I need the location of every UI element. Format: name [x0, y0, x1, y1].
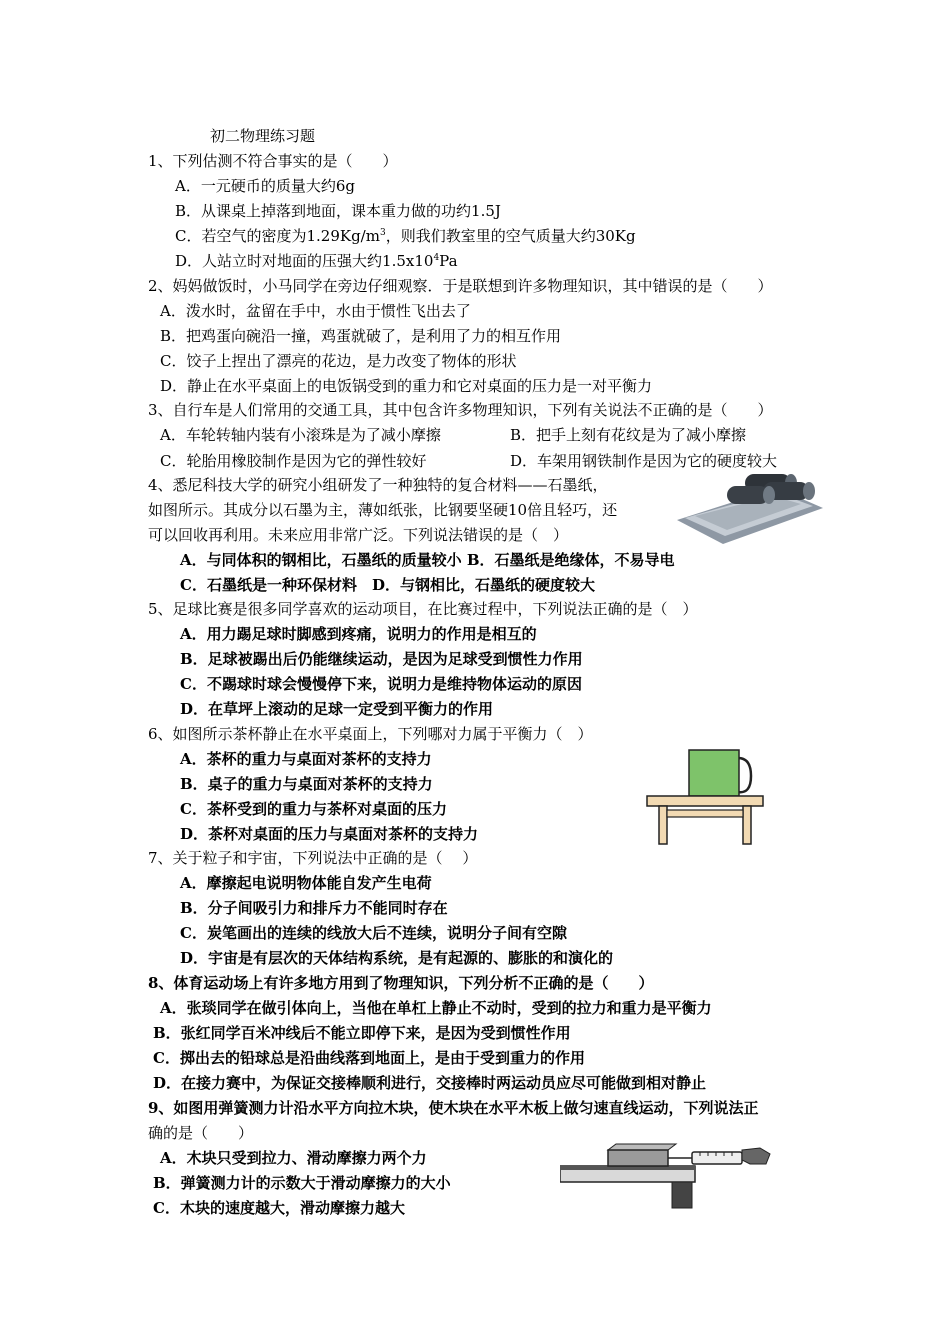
q9-option-a: A．木块只受到拉力、滑动摩擦力两个力 — [160, 1149, 427, 1167]
q5-option-d: D．在草坪上滚动的足球一定受到平衡力的作用 — [180, 700, 494, 718]
q9-stem-line-2: 确的是（ ） — [148, 1124, 254, 1142]
q2-option-d: D．静止在水平桌面上的电饭锅受到的重力和它对桌面的压力是一对平衡力 — [160, 377, 653, 395]
q1-stem: 1、下列估测不符合事实的是（ ） — [148, 152, 398, 170]
q5-stem: 5、足球比赛是很多同学喜欢的运动项目，在比赛过程中，下列说法正确的是（ ） — [148, 600, 698, 618]
q8-option-a: A．张琰同学在做引体向上，当他在单杠上静止不动时，受到的拉力和重力是平衡力 — [160, 999, 712, 1017]
q2-option-c: C．饺子上捏出了漂亮的花边，是力改变了物体的形状 — [160, 352, 517, 370]
q6-option-c: C．茶杯受到的重力与茶杯对桌面的压力 — [180, 800, 447, 818]
q2-option-b: B．把鸡蛋向碗沿一撞，鸡蛋就破了，是利用了力的相互作用 — [160, 327, 562, 345]
q7-stem: 7、关于粒子和宇宙，下列说法中正确的是（ ） — [148, 849, 478, 867]
q4-options-ab: A．与同体积的钢相比，石墨纸的质量较小 B．石墨纸是绝缘体，不易导电 — [180, 551, 675, 569]
q1-option-d-text-2: Pa — [439, 252, 458, 270]
q3-option-a: A．车轮转轴内装有小滚珠是为了减小摩擦 — [160, 426, 441, 444]
q1-option-c-text-2: ，则我们教室里的空气质量大约30Kg — [385, 227, 636, 245]
spring-scale-block-figure — [560, 1140, 775, 1212]
q8-option-d: D．在接力赛中，为保证交接棒顺利进行，交接棒时两运动员应尽可能做到相对静止 — [153, 1074, 707, 1092]
q1-option-c-text: C．若空气的密度为1.29Kg/m — [175, 227, 380, 245]
graphite-paper-rolls-figure — [675, 468, 825, 548]
q3-option-c: C．轮胎用橡胶制作是因为它的弹性较好 — [160, 452, 427, 470]
q6-stem: 6、如图所示茶杯静止在水平桌面上，下列哪对力属于平衡力（ ） — [148, 725, 593, 743]
q1-option-c-sup: 3 — [379, 228, 386, 238]
q3-stem: 3、自行车是人们常用的交通工具，其中包含许多物理知识，下列有关说法不正确的是（ ） — [148, 401, 773, 419]
q7-option-c: C．炭笔画出的连续的线放大后不连续，说明分子间有空隙 — [180, 924, 567, 942]
q5-option-c: C．不踢球时球会慢慢停下来，说明力是维持物体运动的原因 — [180, 675, 582, 693]
q1-option-d — [175, 251, 458, 271]
q3-option-d: D．车架用钢铁制作是因为它的硬度较大 — [510, 452, 778, 470]
q3-option-b: B．把手上刻有花纹是为了减小摩擦 — [510, 426, 747, 444]
q4-stem-line-1: 4、悉尼科技大学的研究小组研发了一种独特的复合材料——石墨纸， — [148, 476, 608, 494]
q7-option-d: D．宇宙是有层次的天体结构系统，是有起源的、膨胀的和演化的 — [180, 949, 614, 967]
q1-option-b: B．从课桌上掉落到地面，课本重力做的功约1.5J — [175, 202, 501, 220]
q5-option-a: A．用力踢足球时脚感到疼痛，说明力的作用是相互的 — [180, 625, 537, 643]
q1-option-d-text: D．人站立时对地面的压强大约1.5x10 — [175, 252, 434, 270]
q6-option-b: B．桌子的重力与桌面对茶杯的支持力 — [180, 775, 433, 793]
q2-stem: 2、妈妈做饭时，小马同学在旁边仔细观察．于是联想到许多物理知识，其中错误的是（ ） — [148, 277, 773, 295]
q9-option-b: B．弹簧测力计的示数大于滑动摩擦力的大小 — [153, 1174, 451, 1192]
q1-option-d-sup: 4 — [433, 253, 440, 263]
q1-option-a: A．一元硬币的质量大约6g — [175, 177, 355, 195]
q5-option-b: B．足球被踢出后仍能继续运动，是因为足球受到惯性力作用 — [180, 650, 583, 668]
q8-stem: 8、体育运动场上有许多地方用到了物理知识，下列分析不正确的是（ ） — [148, 974, 654, 992]
q1-option-c — [175, 226, 636, 246]
q6-option-d: D．茶杯对桌面的压力与桌面对茶杯的支持力 — [180, 825, 479, 843]
teacup-on-table-figure — [645, 744, 765, 846]
q6-option-a: A．茶杯的重力与桌面对茶杯的支持力 — [180, 750, 432, 768]
q7-option-a: A．摩擦起电说明物体能自发产生电荷 — [180, 874, 432, 892]
q4-stem-line-2: 如图所示。其成分以石墨为主，薄如纸张，比钢要坚硬10倍且轻巧，还 — [148, 501, 618, 519]
q9-stem-line-1: 9、如图用弹簧测力计沿水平方向拉木块，使木块在水平木板上做匀速直线运动，下列说法正 — [148, 1099, 759, 1117]
q8-option-c: C．掷出去的铅球总是沿曲线落到地面上，是由于受到重力的作用 — [153, 1049, 585, 1067]
q4-stem-line-3: 可以回收再利用。未来应用非常广泛。下列说法错误的是（ ） — [148, 526, 569, 544]
q2-option-a: A．泼水时，盆留在手中，水由于惯性飞出去了 — [160, 302, 471, 320]
page-title: 初二物理练习题 — [210, 127, 316, 145]
q9-option-c: C．木块的速度越大，滑动摩擦力越大 — [153, 1199, 405, 1217]
q7-option-b: B．分子间吸引力和排斥力不能同时存在 — [180, 899, 448, 917]
q8-option-b: B．张红同学百米冲线后不能立即停下来，是因为受到惯性作用 — [153, 1024, 571, 1042]
q4-options-cd: C．石墨纸是一种环保材料 D．与钢相比，石墨纸的硬度较大 — [180, 576, 595, 594]
